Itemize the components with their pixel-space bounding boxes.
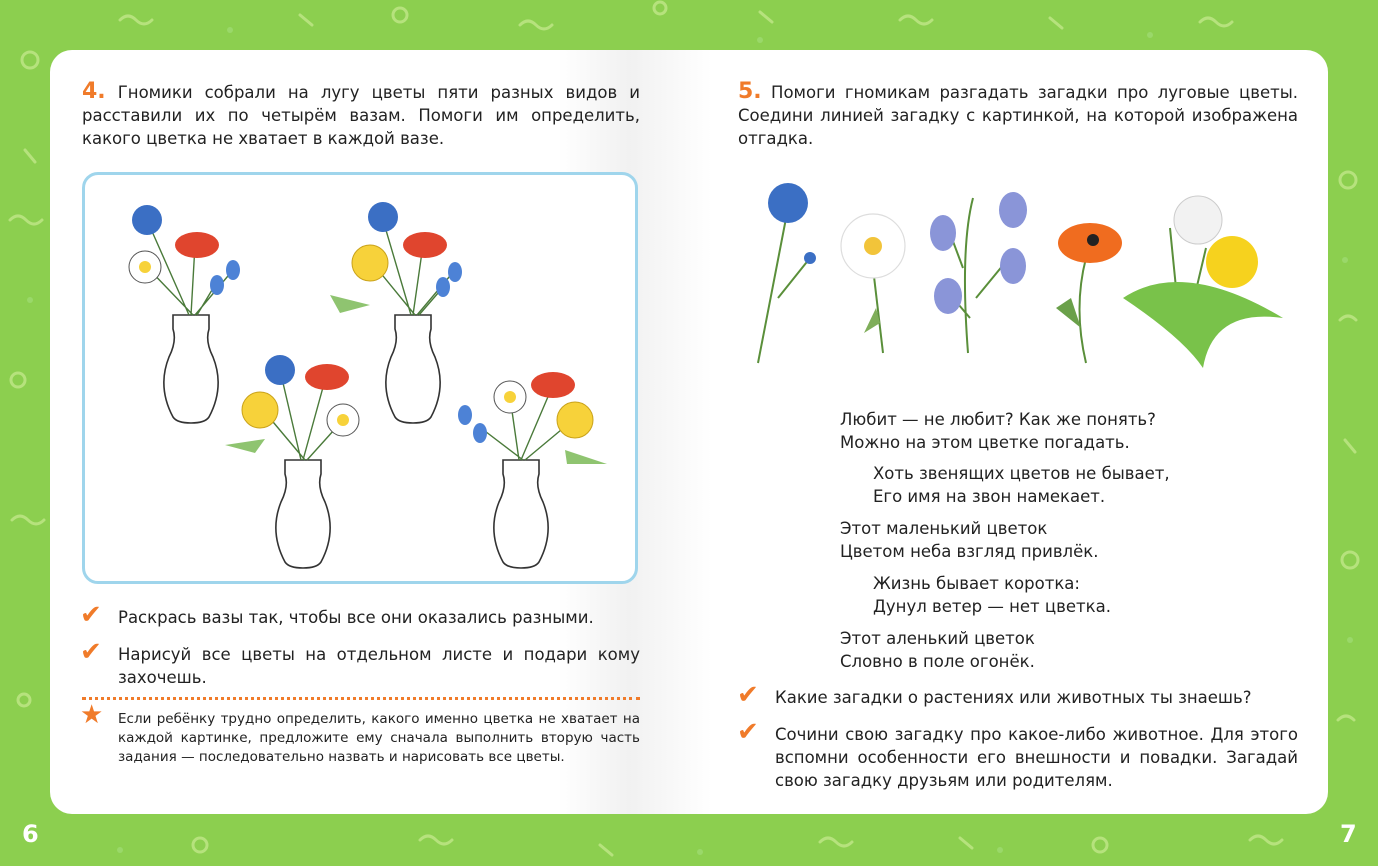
page-number-right: 7 xyxy=(1340,820,1357,848)
dotted-divider xyxy=(82,697,640,700)
meadow-flowers-illustration xyxy=(748,178,1288,373)
star-icon: ★ xyxy=(80,700,104,730)
dandelion-image xyxy=(1123,196,1283,368)
task-4 xyxy=(82,80,640,150)
parent-note: ★ Если ребёнку трудно определить, какого именно цветка не хватает на каждой картинке, предложите ему сначала выполнить вторую часть задания — последовательно назвать и нарисовать все цветы. xyxy=(80,700,640,765)
checkmark-icon: ✔ xyxy=(80,637,102,667)
task-5-check-1: ✔ Какие загадки о растениях или животных ты знаешь? xyxy=(737,680,1252,710)
riddle-5: Этот аленький цветок Словно в поле огонёк. xyxy=(840,629,1035,671)
riddle-3: Этот маленький цветок Цветом неба взгляд привлёк. xyxy=(840,519,1099,561)
vases-illustration xyxy=(85,175,635,581)
vase-3 xyxy=(276,460,330,568)
vase-4 xyxy=(494,460,548,568)
task-5 xyxy=(738,80,1298,150)
cornflower-image xyxy=(768,183,808,223)
riddle-4: Жизнь бывает коротка: Дунул ветер — нет цветка. xyxy=(873,574,1111,616)
vase-2 xyxy=(386,315,440,423)
task-5-check-2: ✔ Сочини свою загадку про какое-либо животное. Для этого вспомни особенности его внешности и повадки. Загадай свою загадку друзьям или родителям. xyxy=(737,717,1298,790)
daisy-image xyxy=(841,214,905,278)
riddle-1: Любит — не любит? Как же понять? Можно на этом цветке погадать. xyxy=(840,410,1156,452)
vase-1 xyxy=(164,315,218,423)
page-number-left: 6 xyxy=(22,820,39,848)
poppy-1 xyxy=(175,232,219,258)
task-4-text: Гномики собрали на лугу цветы пяти разных видов и расставили их по четырём вазам. Помоги им определить, какого цветка не хватает в каждой вазе. xyxy=(82,83,640,148)
checkmark-icon: ✔ xyxy=(80,600,102,630)
bellflower-image xyxy=(930,215,956,251)
cornflower-1 xyxy=(132,205,162,235)
task-5-number: 5. xyxy=(738,79,762,104)
task-4-check-1: ✔ Раскрась вазы так, чтобы все они оказались разными. xyxy=(80,600,594,630)
checkmark-icon: ✔ xyxy=(737,680,759,710)
vases-illustration-frame xyxy=(82,172,638,584)
task-4-number: 4. xyxy=(82,79,106,104)
checkmark-icon: ✔ xyxy=(737,717,759,747)
task-5-text: Помоги гномикам разгадать загадки про луговые цветы. Соедини линией загадку с картинкой, на которой изображена отгадка. xyxy=(738,83,1298,148)
poppy-image xyxy=(1058,223,1122,263)
task-4-check-2: ✔ Нарисуй все цветы на отдельном листе и подари кому захочешь. xyxy=(80,637,640,687)
riddle-2: Хоть звенящих цветов не бывает, Его имя на звон намекает. xyxy=(873,464,1170,506)
